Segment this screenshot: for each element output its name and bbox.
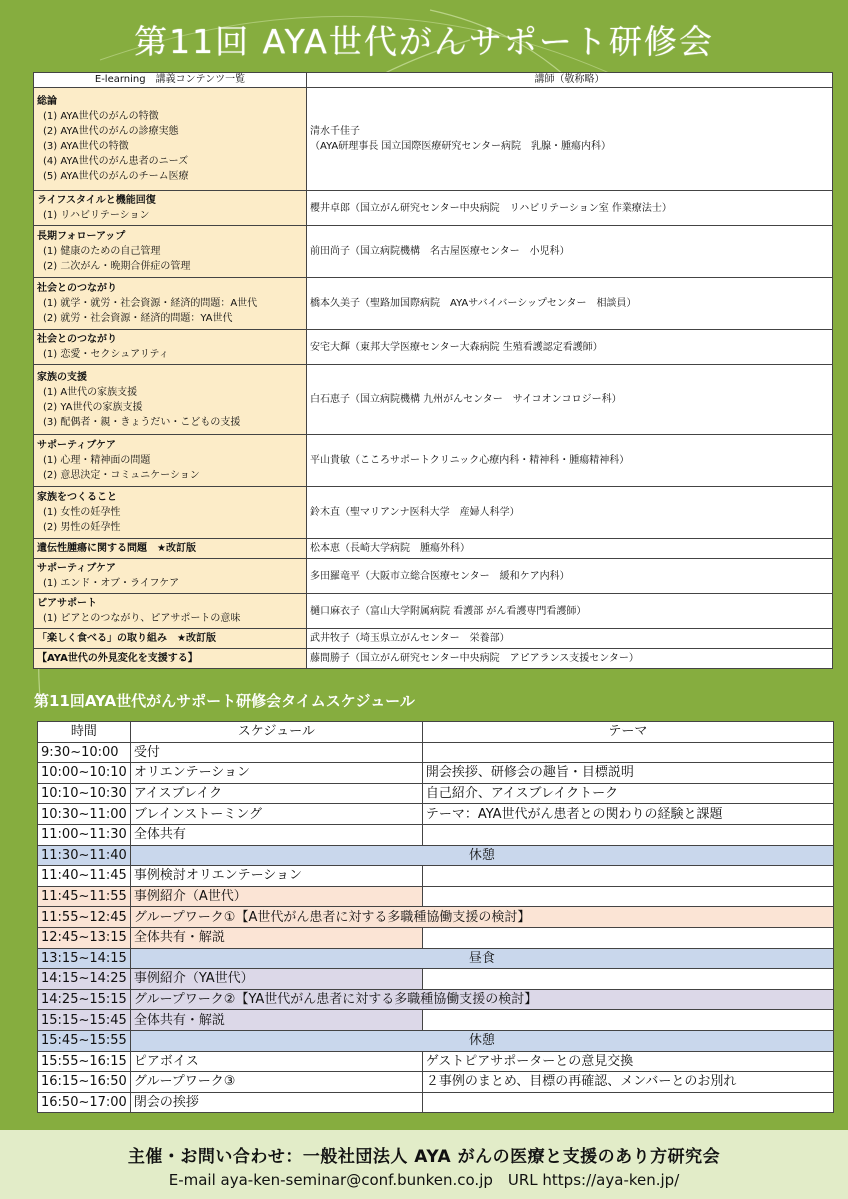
lecture-topic [34, 435, 307, 487]
lecture-heading: ライフスタイルと機能回復 [37, 195, 156, 206]
lecture-item: (2) AYA世代のがんの診療実態 [43, 126, 179, 137]
lecturer: 鈴木直（聖マリアンナ医科大学 産婦人科学） [307, 487, 833, 539]
schedule-row [38, 1030, 834, 1051]
lecture-item: (1) 恋愛・セクシュアリティ [43, 349, 169, 360]
schedule-time: 16:15~16:50 [38, 1072, 131, 1093]
lecture-heading: サポーティブケア [37, 563, 116, 574]
schedule-item: 事例紹介（YA世代） [130, 969, 422, 990]
lecture-topic [34, 594, 307, 629]
lecturer: 白石恵子（国立病院機構 九州がんセンター サイコオンコロジー科） [307, 365, 833, 435]
lecture-row [34, 226, 833, 278]
lecture-topic [34, 191, 307, 226]
lecture-item: (3) 配偶者・親・きょうだい・こどもの支援 [43, 416, 241, 428]
schedule-time: 15:45~15:55 [38, 1030, 131, 1051]
lecturer: 武井牧子（埼玉県立がんセンター 栄養部） [307, 629, 833, 649]
lecture-item: (1) エンド・オブ・ライフケア [43, 578, 180, 589]
lecture-row [34, 278, 833, 330]
lecture-header-contents: E-learning 講義コンテンツ一覧 [34, 73, 307, 88]
lecture-row [34, 435, 833, 487]
lecturer: 櫻井卓郎（国立がん研究センター中央病院 リハビリテーション室 作業療法士） [307, 191, 833, 226]
schedule-theme [422, 1092, 833, 1113]
schedule-row [38, 845, 834, 866]
lecture-row [34, 365, 833, 435]
schedule-time: 11:30~11:40 [38, 845, 131, 866]
schedule-theme: ゲストピアサポーターとの意見交換 [422, 1051, 833, 1072]
schedule-theme [422, 927, 833, 948]
schedule-row [38, 763, 834, 784]
schedule-row [38, 1072, 834, 1093]
schedule-theme [422, 742, 833, 763]
lecture-row [34, 594, 833, 629]
schedule-header-schedule: スケジュール [130, 722, 422, 743]
schedule-time: 10:10~10:30 [38, 783, 131, 804]
lecture-item: (1) 健康のための自己管理 [43, 246, 161, 257]
schedule-item: 全体共有・解説 [130, 1010, 422, 1031]
schedule-item: 休憩 [130, 1030, 833, 1051]
lecture-row [34, 649, 833, 669]
lecture-heading: ピアサポート [37, 598, 97, 609]
lecture-item: (1) リハビリテーション [43, 210, 150, 221]
schedule-row [38, 907, 834, 928]
schedule-theme: テーマ：AYA世代がん患者との関わりの経験と課題 [422, 804, 833, 825]
lecture-row [34, 539, 833, 559]
lecture-heading: 社会とのつながり [37, 334, 117, 345]
lecturer: 藤間勝子（国立がん研究センター中央病院 アピアランス支援センター） [307, 649, 833, 669]
schedule-title: 第11回AYA世代がんサポート研修会タイムスケジュール [34, 692, 415, 710]
schedule-item: 全体共有 [130, 824, 422, 845]
lecture-row [34, 559, 833, 594]
lecture-heading: 家族の支援 [37, 371, 87, 383]
lecture-topic [34, 539, 307, 559]
schedule-row [38, 1051, 834, 1072]
lecture-topic [34, 88, 307, 191]
schedule-time: 10:30~11:00 [38, 804, 131, 825]
lecture-row [34, 191, 833, 226]
schedule-item: ピアボイス [130, 1051, 422, 1072]
lecture-item: (1) A世代の家族支援 [43, 386, 138, 398]
schedule-item: 受付 [130, 742, 422, 763]
lecture-heading: 遺伝性腫瘍に関する問題 ★改訂版 [37, 543, 196, 554]
schedule-row [38, 1010, 834, 1031]
schedule-time: 14:15~14:25 [38, 969, 131, 990]
lecture-topic [34, 487, 307, 539]
lecture-rows [34, 88, 833, 669]
lecture-heading: 「楽しく食べる」の取り組み ★改訂版 [37, 633, 216, 644]
lecture-heading: 【AYA世代の外見変化を支援する】 [37, 653, 198, 664]
schedule-time: 11:45~11:55 [38, 886, 131, 907]
schedule-time: 11:00~11:30 [38, 824, 131, 845]
schedule-item: 閉会の挨拶 [130, 1092, 422, 1113]
lecture-item: (1) 就学・就労・社会資源・経済的問題：A世代 [43, 298, 258, 309]
schedule-theme [422, 886, 833, 907]
lecture-item: (2) 二次がん・晩期合併症の管理 [43, 261, 191, 272]
schedule-header-theme: テーマ [422, 722, 833, 743]
lecturer: 平山貴敏（こころサポートクリニック心療内科・精神科・腫瘍精神科） [307, 435, 833, 487]
schedule-row [38, 804, 834, 825]
schedule-time: 13:15~14:15 [38, 948, 131, 969]
lecture-topic [34, 330, 307, 365]
lecturer: 橋本久美子（聖路加国際病院 AYAサバイバーシップセンター 相談員） [307, 278, 833, 330]
footer [0, 1130, 848, 1199]
schedule-row [38, 948, 834, 969]
lecture-row [34, 629, 833, 649]
schedule-row [38, 886, 834, 907]
lecture-item: (2) 就労・社会資源・経済的問題：YA世代 [43, 313, 233, 324]
footer-organizer: 主催・お問い合わせ：一般社団法人 AYA がんの医療と支援のあり方研究会 [127, 1147, 721, 1167]
lecture-row [34, 88, 833, 191]
schedule-theme [422, 824, 833, 845]
lecturer: 安宅大輝（東邦大学医療センター大森病院 生殖看護認定看護師） [307, 330, 833, 365]
schedule-time: 11:55~12:45 [38, 907, 131, 928]
lecture-item: (2) YA世代の家族支援 [43, 401, 143, 413]
lecture-header-lecturer: 講師（敬称略） [307, 73, 833, 88]
schedule-time: 15:55~16:15 [38, 1051, 131, 1072]
schedule-item: 事例検討オリエンテーション [130, 866, 422, 887]
lecture-heading: 家族をつくること [37, 492, 117, 503]
lecture-item: (1) AYA世代のがんの特徴 [43, 111, 159, 122]
schedule-time: 14:25~15:15 [38, 989, 131, 1010]
schedule-header-time: 時間 [38, 722, 131, 743]
schedule-rows [38, 742, 834, 1113]
lecture-item: (2) 男性の妊孕性 [43, 522, 121, 533]
schedule-theme [422, 866, 833, 887]
schedule-row [38, 969, 834, 990]
schedule-row [38, 1092, 834, 1113]
schedule-time: 12:45~13:15 [38, 927, 131, 948]
schedule-item: オリエンテーション [130, 763, 422, 784]
lecture-topic [34, 629, 307, 649]
schedule-item: ブレインストーミング [130, 804, 422, 825]
lecture-heading: サポーティブケア [37, 440, 116, 451]
schedule-item: グループワーク③ [130, 1072, 422, 1093]
lecture-topic [34, 278, 307, 330]
schedule-time: 9:30~10:00 [38, 742, 131, 763]
lecture-heading: 総論 [37, 96, 57, 107]
footer-contact: E-mail aya-ken-seminar@conf.bunken.co.jp URL https://aya-ken.jp/ [168, 1171, 680, 1189]
lecturer: 樋口麻衣子（富山大学附属病院 看護部 がん看護専門看護師） [307, 594, 833, 629]
schedule-item: 休憩 [130, 845, 833, 866]
lecture-item: (5) AYA世代のがんのチーム医療 [43, 171, 189, 182]
schedule-row [38, 824, 834, 845]
lecturer: 清水千佳子 （AYA研理事長 国立国際医療研究センター病院 乳腺・腫瘍内科） [307, 88, 833, 191]
lecturer: 前田尚子（国立病院機構 名古屋医療センター 小児科） [307, 226, 833, 278]
lecture-topic [34, 559, 307, 594]
schedule-row [38, 866, 834, 887]
schedule-row [38, 783, 834, 804]
lecture-topic [34, 365, 307, 435]
lecture-item: (1) ピアとのつながり、ピアサポートの意味 [43, 613, 241, 624]
schedule-theme [422, 1010, 833, 1031]
schedule-time: 15:15~15:45 [38, 1010, 131, 1031]
schedule-item: 全体共有・解説 [130, 927, 422, 948]
schedule-theme: 自己紹介、アイスブレイクトーク [422, 783, 833, 804]
lecture-item: (3) AYA世代の特徴 [43, 141, 129, 152]
lecture-heading: 社会とのつながり [37, 283, 117, 294]
schedule-item: 事例紹介（A世代） [130, 886, 422, 907]
lecturer: 多田羅竜平（大阪市立総合医療センター 緩和ケア内科） [307, 559, 833, 594]
schedule-theme: ２事例のまとめ、目標の再確認、メンバーとのお別れ [422, 1072, 833, 1093]
lecture-row [34, 487, 833, 539]
page-title: 第11回 AYA世代がんサポート研修会 [134, 22, 714, 61]
lecture-row [34, 330, 833, 365]
schedule-item: グループワーク②【YA世代がん患者に対する多職種協働支援の検討】 [130, 989, 833, 1010]
schedule-item: 昼食 [130, 948, 833, 969]
schedule-table [37, 721, 834, 1113]
schedule-row [38, 742, 834, 763]
schedule-time: 16:50~17:00 [38, 1092, 131, 1113]
lecturer: 松本恵（長崎大学病院 腫瘍外科） [307, 539, 833, 559]
schedule-row [38, 927, 834, 948]
lecture-item: (1) 女性の妊孕性 [43, 507, 121, 518]
schedule-time: 11:40~11:45 [38, 866, 131, 887]
schedule-theme [422, 969, 833, 990]
lecture-item: (2) 意思決定・コミュニケーション [43, 470, 200, 481]
lecture-topic [34, 649, 307, 669]
lecture-table [33, 72, 833, 669]
schedule-item: アイスブレイク [130, 783, 422, 804]
schedule-item: グループワーク①【A世代がん患者に対する多職種協働支援の検討】 [130, 907, 833, 928]
lecture-item: (1) 心理・精神面の問題 [43, 455, 151, 466]
schedule-row [38, 989, 834, 1010]
lecture-heading: 長期フォローアップ [37, 231, 126, 242]
schedule-theme: 開会挨拶、研修会の趣旨・目標説明 [422, 763, 833, 784]
schedule-time: 10:00~10:10 [38, 763, 131, 784]
lecture-item: (4) AYA世代のがん患者のニーズ [43, 156, 189, 167]
lecture-topic [34, 226, 307, 278]
